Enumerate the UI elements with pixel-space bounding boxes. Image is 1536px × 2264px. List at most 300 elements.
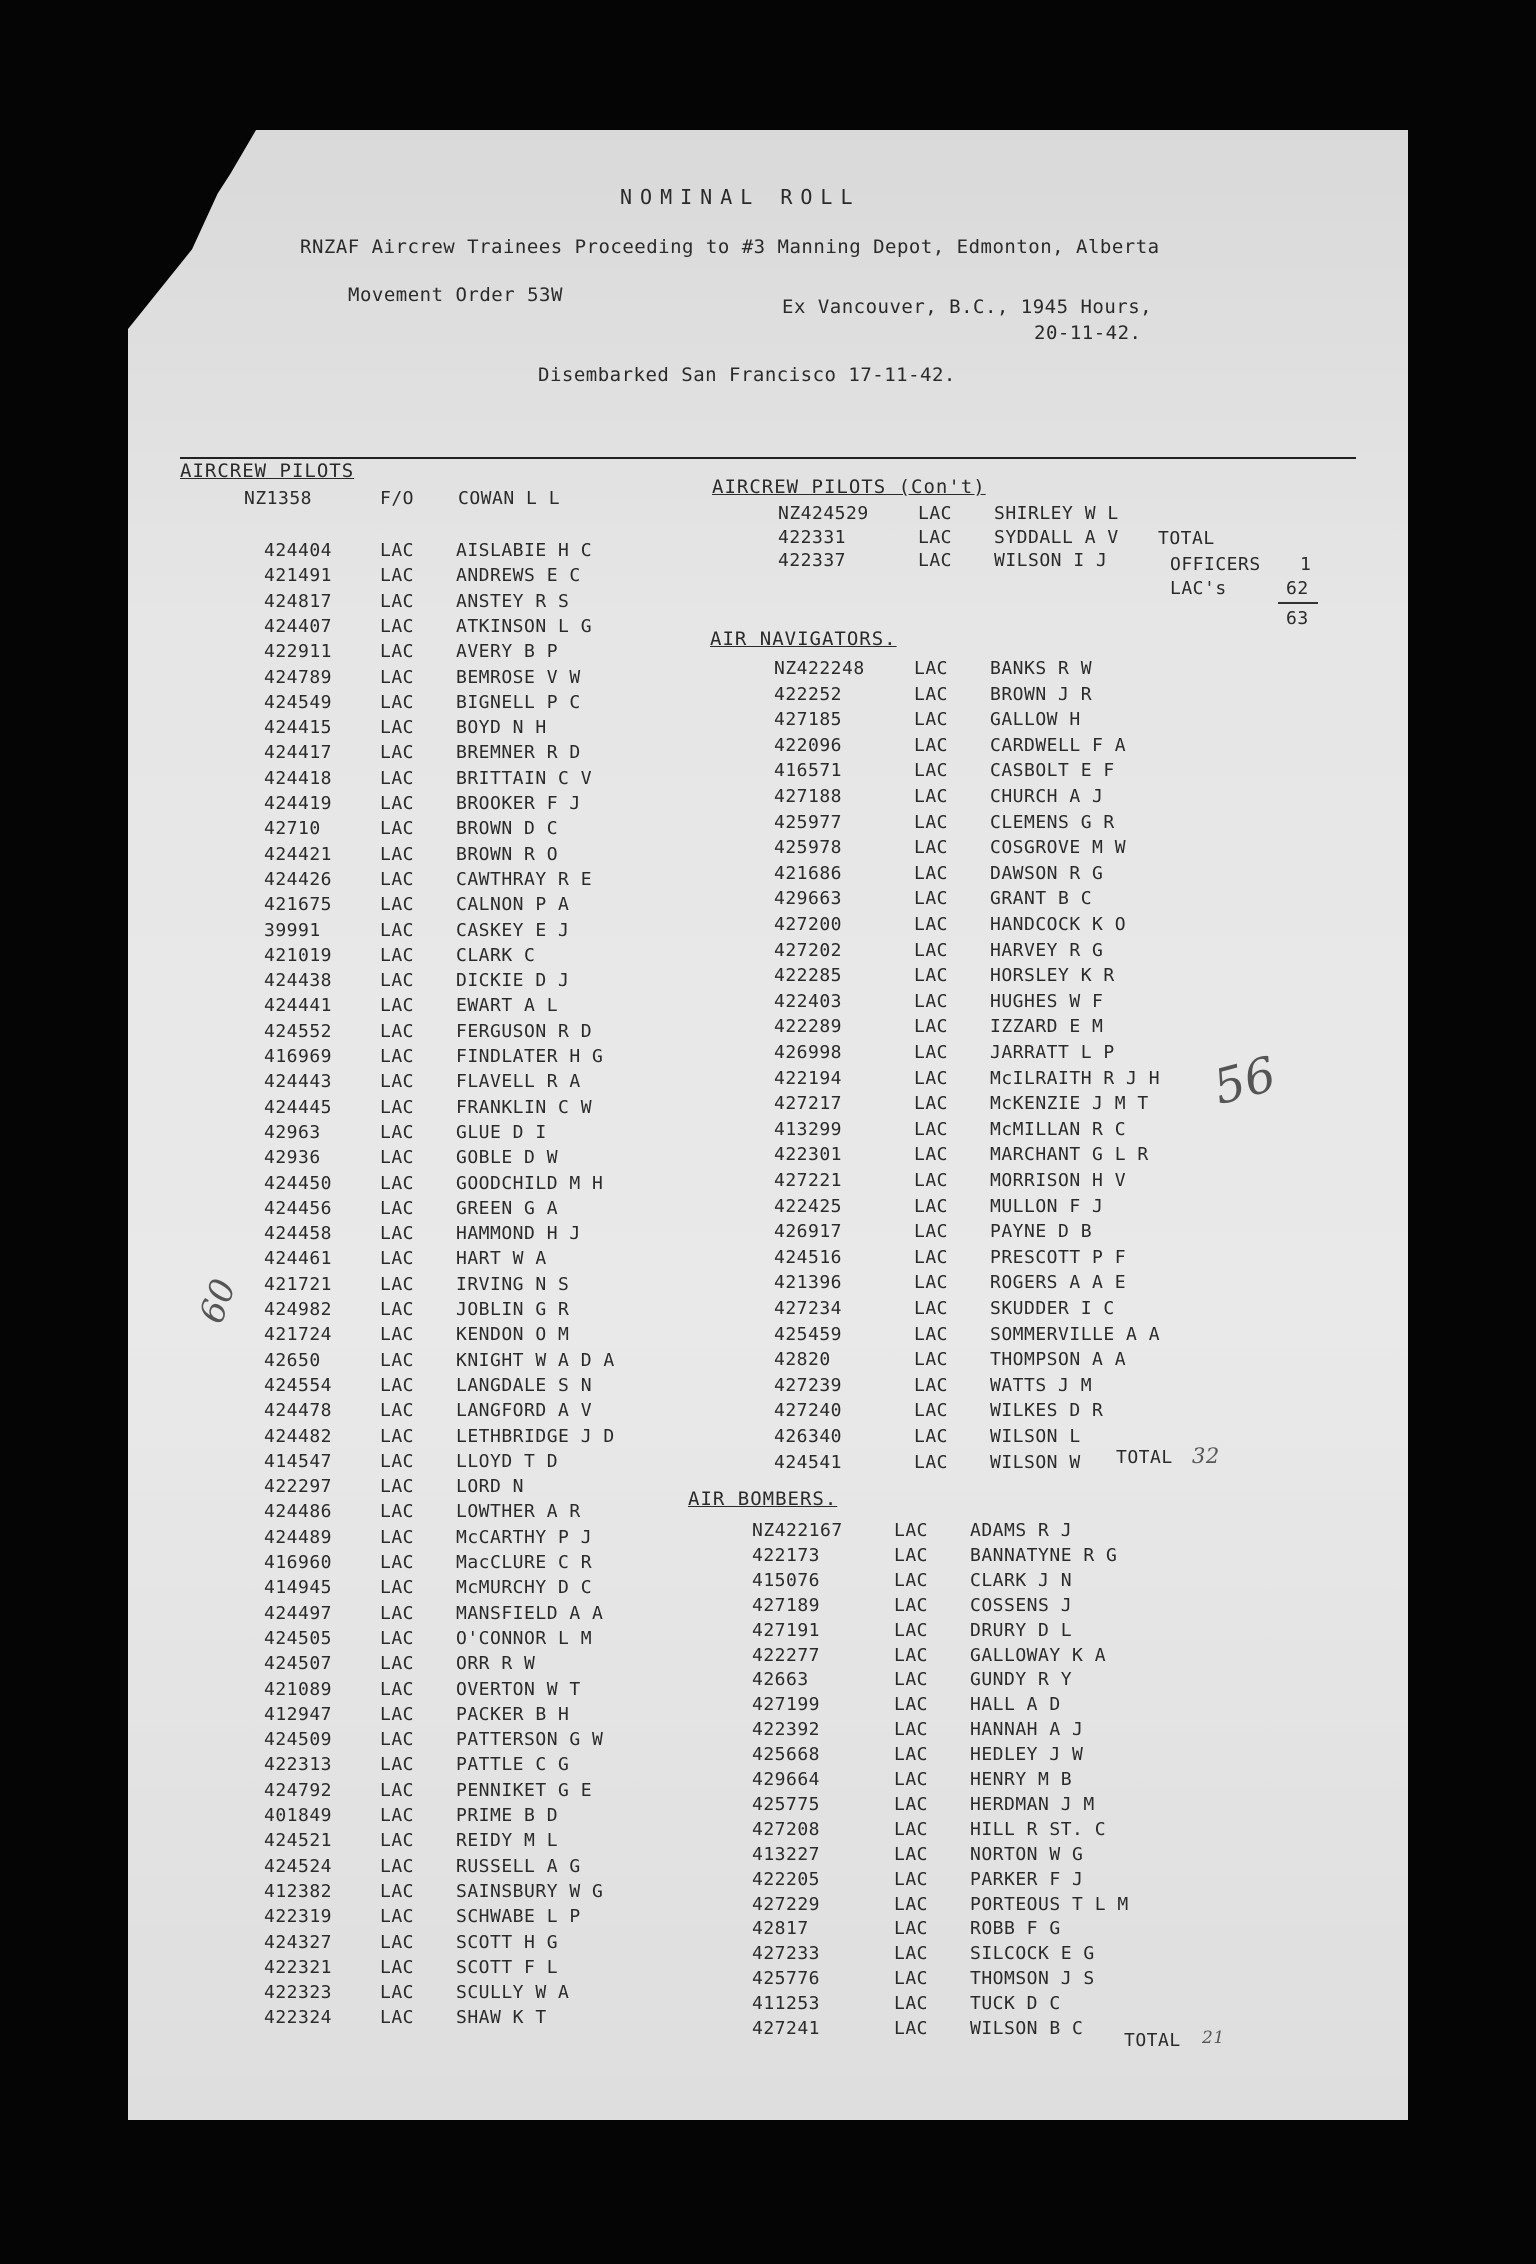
- rank: LAC: [914, 1272, 949, 1294]
- pilot-officer-row: [244, 487, 644, 512]
- roll-row: [774, 657, 1194, 682]
- rank: LAC: [894, 1594, 929, 1616]
- trainee-name: HENRY M B: [970, 1769, 1073, 1790]
- service-number: 427241: [752, 2018, 821, 2039]
- rank: LAC: [894, 1719, 929, 1741]
- roll-row: [264, 1172, 684, 1197]
- service-number: 422323: [264, 1982, 333, 2004]
- roll-row: [774, 1297, 1194, 1322]
- service-number: 42710: [264, 818, 321, 840]
- service-number: 426917: [774, 1221, 843, 1243]
- service-number: 416571: [774, 760, 843, 782]
- trainee-name: GOBLE D W: [456, 1147, 559, 1169]
- trainee-name: SAINSBURY W G: [456, 1880, 604, 1902]
- rank: LAC: [894, 1769, 929, 1790]
- rank: LAC: [380, 1982, 415, 2004]
- service-number: 415076: [752, 1569, 821, 1591]
- trainee-name: MULLON F J: [990, 1195, 1104, 1217]
- service-number: 427188: [774, 786, 843, 807]
- rank: LAC: [914, 1195, 949, 1217]
- rank: LAC: [380, 995, 415, 1017]
- rank: LAC: [380, 767, 415, 789]
- trainee-name: DRURY D L: [970, 1619, 1073, 1641]
- service-number: 421491: [264, 565, 333, 587]
- trainee-name: KNIGHT W A D A: [456, 1349, 615, 1371]
- rank: LAC: [914, 1246, 949, 1268]
- trainee-name: CLARK J N: [970, 1569, 1073, 1591]
- roll-row: [264, 1020, 684, 1045]
- service-number: 422324: [264, 2007, 333, 2029]
- trainee-name: FRANKLIN C W: [456, 1096, 593, 1118]
- roll-row: [264, 919, 684, 944]
- rank: LAC: [894, 1943, 929, 1965]
- rank: LAC: [918, 526, 953, 548]
- roll-row: [752, 1743, 1172, 1768]
- rank: LAC: [380, 1197, 415, 1219]
- service-number: 422194: [774, 1067, 843, 1089]
- pilots-cont-heading: AIRCREW PILOTS (Con't): [712, 476, 986, 498]
- service-number: 424541: [774, 1451, 843, 1473]
- trainee-name: GRANT B C: [990, 888, 1093, 910]
- trainee-name: PARKER F J: [970, 1868, 1084, 1890]
- roll-row: [752, 1917, 1172, 1942]
- service-number: 429663: [774, 888, 843, 910]
- service-number: 416969: [264, 1046, 333, 1067]
- service-number: 424417: [264, 742, 333, 764]
- service-number: 422319: [264, 1906, 333, 1928]
- rank: LAC: [380, 1703, 415, 1725]
- roll-row: [264, 1121, 684, 1146]
- service-number: 414945: [264, 1577, 333, 1599]
- rank: LAC: [914, 658, 949, 679]
- roll-row: [264, 868, 684, 893]
- roll-row: [774, 913, 1194, 938]
- trainee-name: SYDDALL A V: [994, 526, 1119, 548]
- rank: LAC: [380, 1450, 415, 1472]
- rank: LAC: [380, 970, 415, 992]
- service-number: 42963: [264, 1121, 321, 1143]
- trainee-name: COWAN L L: [458, 488, 561, 509]
- service-number: 424458: [264, 1223, 333, 1245]
- service-number: 422301: [774, 1144, 843, 1166]
- trainee-name: ATKINSON L G: [456, 615, 593, 637]
- service-number: 424441: [264, 995, 333, 1017]
- service-number: 424521: [264, 1830, 333, 1852]
- trainee-name: HUGHES W F: [990, 990, 1104, 1012]
- roll-row: [752, 1594, 1172, 1619]
- pilots-heading: AIRCREW PILOTS: [180, 460, 355, 482]
- service-number: NZ422167: [752, 1520, 843, 1541]
- service-number: 424461: [264, 1248, 333, 1270]
- rank: LAC: [380, 1172, 415, 1194]
- rank: LAC: [914, 1451, 949, 1473]
- roll-row: [264, 666, 684, 691]
- rank: LAC: [914, 1067, 949, 1089]
- rank: LAC: [380, 1476, 415, 1498]
- service-number: 422289: [774, 1016, 843, 1038]
- service-number: 424426: [264, 868, 333, 890]
- service-number: 427234: [774, 1298, 843, 1319]
- trainee-name: EWART A L: [456, 995, 559, 1017]
- rank: LAC: [914, 709, 949, 731]
- rank: LAC: [914, 888, 949, 910]
- service-number: 427229: [752, 1893, 821, 1915]
- service-number: 42820: [774, 1349, 831, 1371]
- rank: LAC: [894, 1893, 929, 1915]
- trainee-name: O'CONNOR L M: [456, 1627, 593, 1649]
- trainee-name: CASKEY E J: [456, 919, 570, 941]
- roll-row: [774, 1374, 1194, 1399]
- trainee-name: TUCK D C: [970, 1993, 1061, 2015]
- roll-row: [264, 1753, 684, 1778]
- rank: LAC: [380, 1147, 415, 1169]
- trainee-name: DICKIE D J: [456, 970, 570, 992]
- roll-row: [752, 1942, 1172, 1967]
- rank: LAC: [380, 717, 415, 739]
- service-number: 414547: [264, 1450, 333, 1472]
- trainee-name: IRVING N S: [456, 1273, 570, 1295]
- officers-label: OFFICERS: [1170, 554, 1261, 575]
- trainee-name: WILSON W: [990, 1451, 1081, 1473]
- trainee-name: WATTS J M: [990, 1374, 1093, 1396]
- navigators-total: 32: [1192, 1444, 1220, 1468]
- rank: LAC: [380, 1501, 415, 1523]
- trainee-name: HART W A: [456, 1248, 547, 1270]
- roll-row: [752, 1893, 1172, 1918]
- service-number: 427200: [774, 914, 843, 935]
- rank: LAC: [914, 683, 949, 705]
- roll-row: [264, 1652, 684, 1677]
- trainee-name: PATTERSON G W: [456, 1729, 604, 1751]
- trainee-name: MacCLURE C R: [456, 1552, 593, 1573]
- roll-row: [774, 1246, 1194, 1271]
- roll-row: [774, 811, 1194, 836]
- trainee-name: MARCHANT G L R: [990, 1144, 1149, 1166]
- service-number: 422392: [752, 1719, 821, 1741]
- lacs-count: 62: [1286, 578, 1309, 599]
- service-number: 39991: [264, 919, 321, 941]
- rank: LAC: [380, 1374, 415, 1396]
- rank: LAC: [380, 1324, 415, 1346]
- service-number: 421019: [264, 944, 333, 966]
- trainee-name: PACKER B H: [456, 1703, 570, 1725]
- roll-row: [778, 526, 1198, 551]
- rank: LAC: [380, 1956, 415, 1978]
- service-number: 424415: [264, 717, 333, 739]
- service-number: 422285: [774, 965, 843, 987]
- rank: LAC: [380, 1678, 415, 1700]
- service-number: 424407: [264, 615, 333, 637]
- service-number: 412382: [264, 1880, 333, 1902]
- trainee-name: PAYNE D B: [990, 1221, 1093, 1243]
- trainee-name: HEDLEY J W: [970, 1744, 1084, 1766]
- service-number: 413299: [774, 1118, 843, 1140]
- roll-row: [264, 1349, 684, 1374]
- trainee-name: SCULLY W A: [456, 1982, 570, 2004]
- roll-row: [264, 590, 684, 615]
- rank: LAC: [380, 1754, 415, 1776]
- trainee-name: LANGFORD A V: [456, 1400, 593, 1422]
- trainee-name: ORR R W: [456, 1653, 536, 1675]
- trainee-name: McMURCHY D C: [456, 1577, 593, 1599]
- rank: LAC: [380, 1425, 415, 1447]
- trainee-name: PRIME B D: [456, 1805, 559, 1826]
- rank: LAC: [380, 1273, 415, 1295]
- service-number: NZ424529: [778, 503, 869, 524]
- service-number: 424456: [264, 1197, 333, 1219]
- service-number: 429664: [752, 1769, 821, 1790]
- trainee-name: BOYD N H: [456, 717, 547, 739]
- trainee-name: HARVEY R G: [990, 939, 1104, 961]
- roll-row: [752, 1967, 1172, 1992]
- trainee-name: CARDWELL F A: [990, 734, 1127, 756]
- left-margin-note: 60: [191, 1273, 245, 1329]
- roll-row: [774, 1015, 1194, 1040]
- trainee-name: SCOTT H G: [456, 1931, 559, 1953]
- service-number: 424418: [264, 767, 333, 789]
- roll-row: [264, 969, 684, 994]
- trainee-name: COSSENS J: [970, 1594, 1073, 1616]
- rank: LAC: [380, 1552, 415, 1573]
- roll-row: [774, 1067, 1194, 1092]
- trainee-name: WILSON I J: [994, 550, 1108, 571]
- trainee-name: BROWN D C: [456, 818, 559, 840]
- roll-row: [264, 1450, 684, 1475]
- service-number: 412947: [264, 1703, 333, 1725]
- service-number: 424486: [264, 1501, 333, 1523]
- trainee-name: GALLOWAY K A: [970, 1644, 1107, 1666]
- trainee-name: BROOKER F J: [456, 793, 581, 814]
- trainee-name: GLUE D I: [456, 1121, 547, 1143]
- trainee-name: AVERY B P: [456, 641, 559, 663]
- rank: LAC: [914, 1374, 949, 1396]
- service-number: 421686: [774, 862, 843, 884]
- trainee-name: WILKES D R: [990, 1400, 1104, 1422]
- roll-row: [774, 939, 1194, 964]
- rank: LAC: [380, 666, 415, 688]
- rank: LAC: [380, 2007, 415, 2029]
- roll-row: [264, 994, 684, 1019]
- service-number: 424489: [264, 1526, 333, 1548]
- roll-row: [264, 1551, 684, 1576]
- navigators-heading: AIR NAVIGATORS.: [710, 628, 897, 650]
- roll-row: [264, 1728, 684, 1753]
- rank: LAC: [380, 818, 415, 840]
- trainee-name: THOMSON J S: [970, 1968, 1095, 1990]
- document-subtitle: RNZAF Aircrew Trainees Proceeding to #3 Manning Depot, Edmonton, Alberta: [300, 236, 1160, 258]
- service-number: 424507: [264, 1653, 333, 1675]
- rank: LAC: [380, 919, 415, 941]
- departure-info: Ex Vancouver, B.C., 1945 Hours,: [782, 296, 1153, 318]
- service-number: 426340: [774, 1426, 843, 1447]
- roll-row: [264, 1323, 684, 1348]
- trainee-name: WILSON L: [990, 1426, 1081, 1447]
- roll-row: [752, 1718, 1172, 1743]
- rank: LAC: [380, 1349, 415, 1371]
- service-number: 422252: [774, 683, 843, 705]
- service-number: 424404: [264, 540, 333, 561]
- service-number: 424445: [264, 1096, 333, 1118]
- rank: LAC: [914, 1349, 949, 1371]
- service-number: 427199: [752, 1694, 821, 1716]
- trainee-name: BANKS R W: [990, 658, 1093, 679]
- rank: LAC: [894, 1868, 929, 1890]
- rank: LAC: [914, 760, 949, 782]
- service-number: 425776: [752, 1968, 821, 1990]
- rank: LAC: [380, 1779, 415, 1801]
- service-number: 425977: [774, 811, 843, 833]
- rank: LAC: [380, 540, 415, 561]
- rank: LAC: [918, 550, 953, 571]
- roll-row: [264, 944, 684, 969]
- roll-row: [264, 792, 684, 817]
- rank: LAC: [380, 742, 415, 764]
- trainee-name: SCHWABE L P: [456, 1906, 581, 1928]
- rank: LAC: [918, 503, 953, 524]
- rank: LAC: [380, 641, 415, 663]
- rank: LAC: [380, 1805, 415, 1826]
- service-number: 426998: [774, 1042, 843, 1063]
- trainee-name: MANSFIELD A A: [456, 1602, 604, 1624]
- service-number: 427233: [752, 1943, 821, 1965]
- service-number: 424509: [264, 1729, 333, 1751]
- trainee-name: CLEMENS G R: [990, 811, 1115, 833]
- roll-row: [774, 785, 1194, 810]
- trainee-name: CAWTHRAY R E: [456, 868, 593, 890]
- pilots-grand-total: 63: [1286, 608, 1309, 629]
- roll-row: [264, 1627, 684, 1652]
- roll-row: [774, 1118, 1194, 1143]
- trainee-name: CASBOLT E F: [990, 760, 1115, 782]
- roll-row: [778, 502, 1198, 527]
- service-number: 422321: [264, 1956, 333, 1978]
- rank: LAC: [380, 565, 415, 587]
- service-number: 425668: [752, 1744, 821, 1766]
- roll-row: [752, 1619, 1172, 1644]
- rank: LAC: [914, 1298, 949, 1319]
- rank: LAC: [380, 944, 415, 966]
- roll-row: [752, 1868, 1172, 1893]
- trainee-name: PRESCOTT P F: [990, 1246, 1127, 1268]
- roll-row: [264, 1399, 684, 1424]
- service-number: 421675: [264, 894, 333, 916]
- trainee-name: HILL R ST. C: [970, 1818, 1107, 1840]
- roll-row: [774, 862, 1194, 887]
- trainee-name: BANNATYNE R G: [970, 1544, 1118, 1566]
- roll-row: [774, 708, 1194, 733]
- pilots-total-label: TOTAL: [1158, 528, 1215, 549]
- rank: LAC: [894, 1669, 929, 1691]
- service-number: 424421: [264, 843, 333, 865]
- service-number: 425775: [752, 1793, 821, 1815]
- rank: LAC: [380, 1729, 415, 1751]
- roll-row: [774, 734, 1194, 759]
- trainee-name: ROBB F G: [970, 1918, 1061, 1940]
- roll-row: [774, 990, 1194, 1015]
- roll-row: [264, 1981, 684, 2006]
- trainee-name: LORD N: [456, 1476, 525, 1498]
- service-number: 422173: [752, 1544, 821, 1566]
- rank: LAC: [914, 965, 949, 987]
- rank: LAC: [914, 837, 949, 859]
- trainee-name: GOODCHILD M H: [456, 1172, 604, 1194]
- roll-row: [752, 1693, 1172, 1718]
- rank: LAC: [380, 1299, 415, 1320]
- roll-row: [264, 741, 684, 766]
- rank: LAC: [380, 1577, 415, 1599]
- roll-row: [264, 817, 684, 842]
- rank: LAC: [380, 1830, 415, 1852]
- trainee-name: FLAVELL R A: [456, 1071, 581, 1093]
- lacs-label: LAC's: [1170, 578, 1227, 599]
- trainee-name: PATTLE C G: [456, 1754, 570, 1776]
- rank: LAC: [914, 939, 949, 961]
- roll-row: [264, 640, 684, 665]
- trainee-name: BRITTAIN C V: [456, 767, 593, 789]
- trainee-name: WILSON B C: [970, 2018, 1084, 2039]
- trainee-name: SCOTT F L: [456, 1956, 559, 1978]
- roll-row: [264, 1602, 684, 1627]
- roll-row: [264, 1931, 684, 1956]
- roll-row: [264, 1096, 684, 1121]
- service-number: 422425: [774, 1195, 843, 1217]
- service-number: 424552: [264, 1020, 333, 1042]
- movement-order: Movement Order 53W: [348, 284, 563, 306]
- trainee-name: AISLABIE H C: [456, 540, 593, 561]
- service-number: 424789: [264, 666, 333, 688]
- service-number: 424505: [264, 1627, 333, 1649]
- roll-row: [774, 1041, 1194, 1066]
- roll-row: [774, 1399, 1194, 1424]
- service-number: 422911: [264, 641, 333, 663]
- roll-row: [264, 1500, 684, 1525]
- service-number: 427217: [774, 1093, 843, 1115]
- service-number: 422277: [752, 1644, 821, 1666]
- roll-row: [774, 1143, 1194, 1168]
- navigators-total-label: TOTAL: [1116, 1447, 1173, 1468]
- trainee-name: DAWSON R G: [990, 862, 1104, 884]
- trainee-name: McILRAITH R J H: [990, 1067, 1161, 1089]
- rank: LAC: [380, 793, 415, 814]
- rank: LAC: [894, 1744, 929, 1766]
- roll-row: [264, 539, 684, 564]
- roll-row: [264, 1703, 684, 1728]
- roll-row: [264, 1956, 684, 1981]
- rank: LAC: [380, 1526, 415, 1548]
- roll-row: [774, 964, 1194, 989]
- trainee-name: COSGROVE M W: [990, 837, 1127, 859]
- service-number: 427239: [774, 1374, 843, 1396]
- service-number: 427240: [774, 1400, 843, 1422]
- rank: LAC: [380, 1223, 415, 1245]
- trainee-name: GREEN G A: [456, 1197, 559, 1219]
- rank: LAC: [894, 1619, 929, 1641]
- service-number: 427189: [752, 1594, 821, 1616]
- right-margin-note: 56: [1207, 1045, 1283, 1117]
- rank: LAC: [894, 1520, 929, 1541]
- trainee-name: GUNDY R Y: [970, 1669, 1073, 1691]
- service-number: 422297: [264, 1476, 333, 1498]
- trainee-name: GALLOW H: [990, 709, 1081, 731]
- service-number: 401849: [264, 1805, 333, 1826]
- service-number: 424524: [264, 1855, 333, 1877]
- roll-row: [264, 893, 684, 918]
- rank: LAC: [914, 1170, 949, 1191]
- roll-row: [752, 1544, 1172, 1569]
- service-number: 427202: [774, 939, 843, 961]
- roll-row: [752, 2017, 1172, 2042]
- roll-row: [264, 1298, 684, 1323]
